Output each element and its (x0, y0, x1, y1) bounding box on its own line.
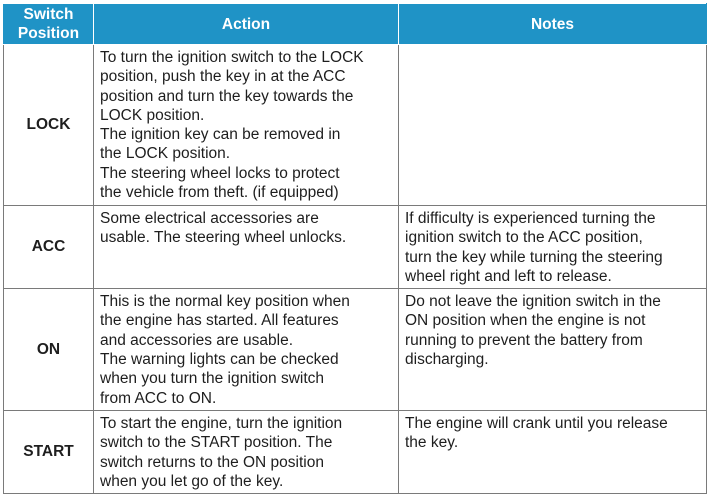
notes-cell (399, 410, 707, 493)
cell-text-line: usable. The steering wheel unlocks. (100, 229, 347, 247)
header-action: Action (94, 4, 399, 45)
table-row (4, 410, 707, 493)
table-header (4, 4, 707, 45)
notes-cell (399, 206, 707, 289)
cell-text-line: the engine has started. All features (100, 312, 339, 330)
cell-text-line: wheel right and left to release. (405, 267, 612, 285)
cell-text-line: when you turn the ignition switch (100, 370, 325, 388)
cell-text-line: LOCK position. (100, 106, 205, 124)
cell-text-line: the LOCK position. (100, 145, 231, 163)
cell-text-line: ON position when the engine is not (405, 312, 646, 330)
action-cell (94, 289, 399, 411)
header-switch-position-line: Switch (23, 6, 74, 23)
cell-text-line: running to prevent the battery from (405, 331, 643, 349)
header-switch-position (4, 4, 94, 45)
cell-text-line: from ACC to ON. (100, 389, 217, 407)
cell-text-line: The warning lights can be checked (100, 351, 339, 369)
cell-text-line: turn the key while turning the steering (405, 248, 663, 266)
header-notes: Notes (399, 4, 707, 45)
cell-text-line: The engine will crank until you release (405, 414, 668, 432)
cell-text-line: The steering wheel locks to protect (100, 164, 340, 182)
cell-text-line: Do not leave the ignition switch in the (405, 293, 661, 311)
cell-text-line: This is the normal key position when (100, 293, 350, 311)
cell-text-line: To start the engine, turn the ignition (100, 414, 343, 432)
cell-text-line: the vehicle from theft. (if equipped) (100, 184, 339, 202)
position-cell: ON (4, 289, 94, 411)
action-cell (94, 45, 399, 206)
cell-text-line: ignition switch to the ACC position, (405, 229, 643, 247)
table-row (4, 45, 707, 206)
cell-text-line: Some electrical accessories are (100, 210, 319, 227)
position-cell: ACC (4, 206, 94, 289)
position-cell: LOCK (4, 45, 94, 206)
position-cell: START (4, 410, 94, 493)
cell-text-line: If difficulty is experienced turning the (405, 210, 656, 227)
header-row (4, 4, 707, 45)
notes-cell (399, 45, 707, 206)
table-row (4, 206, 707, 289)
cell-text-line: the key. (405, 434, 459, 452)
cell-text-line: switch to the START position. The (100, 434, 333, 452)
ignition-switch-table (3, 3, 707, 494)
cell-text-line: and accessories are usable. (100, 331, 294, 349)
cell-text-line: position and turn the key towards the (100, 87, 354, 105)
cell-text-line: position, push the key in at the ACC (100, 68, 346, 86)
notes-cell (399, 289, 707, 411)
cell-text-line: discharging. (405, 351, 489, 369)
table-row (4, 289, 707, 411)
cell-text-line: The ignition key can be removed in (100, 126, 341, 144)
cell-text-line: switch returns to the ON position (100, 453, 324, 471)
cell-text-line: To turn the ignition switch to the LOCK (100, 49, 364, 66)
table-body (4, 45, 707, 494)
action-cell (94, 206, 399, 289)
header-switch-position-line: Position (17, 25, 80, 42)
cell-text-line: when you let go of the key. (100, 472, 284, 490)
action-cell (94, 410, 399, 493)
